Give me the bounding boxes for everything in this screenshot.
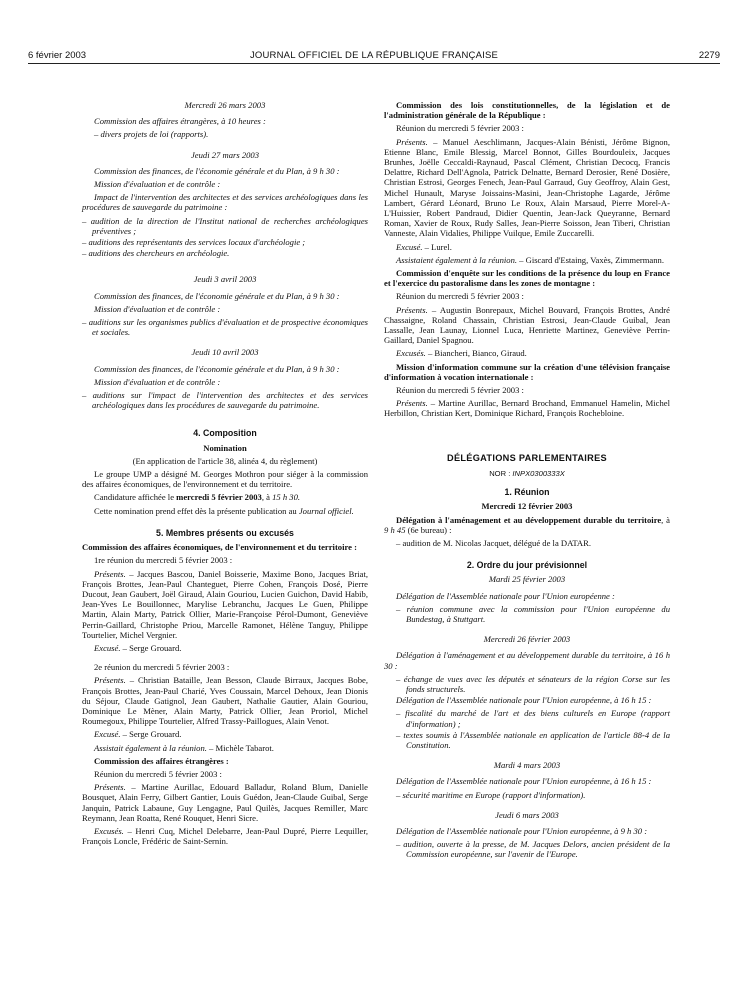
- excused-list: Excusés. – Henri Cuq, Michel Delebarre, Jean-Paul Dupré, Pierre Lequiller, François Loncle, Frédéric de Saint-Sernin.: [82, 825, 368, 847]
- nor-reference: NOR : INPX0300333X: [489, 468, 565, 478]
- nomination-text: Le groupe UMP a désigné M. Georges Mothron pour siéger à la commission des affaires économiques, de l'environnement et du territoire.: [82, 469, 368, 490]
- agenda-date: Mercredi 26 mars 2003: [184, 100, 266, 110]
- candidature-text: Candidature affichée le mercredi 5 février 2003, à 15 h 30.: [94, 492, 301, 503]
- agenda-body: Délégation de l'Assemblée nationale pour l'Union européenne, à 16 h 15 :: [396, 776, 652, 787]
- agenda-item: – audition de la direction de l'Institut national de recherches archéologiques préventives ;: [82, 215, 368, 236]
- agenda-date: Mercredi 26 février 2003: [483, 634, 571, 645]
- agenda-body: Délégation de l'Assemblée nationale pour l'Union européenne, à 9 h 30 :: [396, 825, 648, 836]
- meeting-line: 2e réunion du mercredi 5 février 2003 :: [94, 662, 230, 673]
- also-present-list: Assistait également à la réunion. – Michèle Tabarot.: [94, 742, 274, 753]
- delegations-heading: DÉLÉGATIONS PARLEMENTAIRES: [447, 452, 607, 463]
- agenda-body: Mission d'évaluation et de contrôle :: [94, 179, 221, 190]
- effect-text: Cette nomination prend effet dès la présente publication au Journal officiel.: [94, 505, 354, 516]
- delegation-line: Délégation à l'aménagement et au développement durable du territoire, à 9 h 45 (6e bureau) :: [384, 514, 670, 535]
- agenda-date: Jeudi 3 avril 2003: [193, 274, 257, 285]
- agenda-date: Mardi 25 février 2003: [488, 574, 566, 585]
- present-list: Présents. – Martine Aurillac, Edouard Balladur, Roland Blum, Danielle Bousquet, Alain Ferry, Gilbert Gantier, Louis Guédon, Jean-Claude Guibal, Serge Janquin, Patrick Labaune, Guy Lengagne, Paul Quilès, Jacques Remiller, Marc Reymann, Jean Roatta, René Rouquet, Henri Sicre.: [82, 782, 368, 823]
- present-list: Présents. – Jacques Bascou, Daniel Boisserie, Maxime Bono, Jacques Briat, François Brottes, Jean-Paul Chanteguet, Pierre Cohen, François Dosé, Pierre Ducout, Jean Gaubert, Joël Giraud, Alain Gouriou, Lucien Guichon, David Habib, Jean-Yves Le Bouillonnec, Marylise Lebranchu, Jacques Le Guen, Philippe Martin, Alain Marty, Patrick Ollier, Marie-Françoise Pérol-Dumont, Geneviève Perrin-Gaillard, Christophe Priou, Marcelle Ramonet, Hélène Tanguy, Philippe Tourtelier, Michel Vergnier.: [82, 568, 368, 640]
- meeting-date: Mercredi 12 février 2003: [481, 501, 573, 512]
- agenda-date: Jeudi 27 mars 2003: [190, 149, 260, 160]
- agenda-item: – auditions des chercheurs en archéologie.: [82, 248, 230, 259]
- agenda-body: Mission d'évaluation et de contrôle :: [94, 376, 221, 387]
- agenda-item: – échange de vues avec les députés et sénateurs de la région Corse sur les fonds structurels.: [396, 673, 670, 694]
- excused-list: Excusé. – Serge Grouard.: [94, 729, 182, 740]
- present-list: Présents. – Augustin Bonrepaux, Michel Bouvard, François Brottes, André Chassaigne, Roland Chassain, Christian Estrosi, Jean-Claude Guibal, Jean Lassalle, Jean Launay, Lionnel Luca, Henriette Martinez, Geneviève Perrin-Gaillard, Daniel Spagnou.: [384, 304, 670, 346]
- meeting-line: 1re réunion du mercredi 5 février 2003 :: [94, 555, 233, 566]
- agenda-date: Jeudi 6 mars 2003: [495, 809, 559, 820]
- header-date: 6 février 2003: [28, 50, 87, 61]
- organ-heading: Commission des lois constitutionnelles, de la législation et de l'administration générale de la République :: [384, 100, 670, 121]
- present-list: Présents. – Manuel Aeschlimann, Jacques-Alain Bénisti, Jérôme Bignon, Etienne Blanc, Emile Blessig, Marcel Bonnot, Gilles Bourdouleix, Jacques Brunhes, Joëlle Ceccaldi-Raynaud, Pascal Clément, Christian Decocq, Francis Delattre, Richard Dell'Agnola, Patrick Delnatte, Bernard Derosier, René Dosière, Christian Estrosi, Georges Fenech, Jean-Paul Garraud, Guy Geoffroy, Alain Gest, Michel Hunault, Maryse Joissains-Masini, Jean-Christophe Lagarde, Jérôme Lambert, Gérard Léonard, Bruno Le Roux, Alain Marsaud, Pierre Morel-A-L'Huissier, Robert Pandraud, Didier Quentin, Jean-Jack Queyranne, Bernard Roman, Xavier de Roux, Rudy Salles, Jean-Pierre Soisson, Jean Tiberi, Christian Vanneste, Alain Vidalies, Philippe Vuilque, Emile Zuccarelli.: [384, 136, 670, 239]
- agenda-item: – fiscalité du marché de l'art et des biens culturels en Europe (rapport d'information) ;: [396, 708, 670, 729]
- excused-list: Excusés. – Biancheri, Bianco, Giraud.: [396, 348, 527, 359]
- present-list: Présents. – Martine Aurillac, Bernard Brochand, Emmanuel Hamelin, Michel Herbillon, Christian Kert, Dominique Richard, François Rochebloine.: [384, 398, 670, 419]
- agenda-item: – auditions sur les organismes publics d'évaluation et de prospective économiques et sociales.: [82, 317, 368, 338]
- page-header: [28, 50, 720, 64]
- section-heading: 1. Réunion: [504, 487, 550, 498]
- organ-heading: Commission des affaires économiques, de l'environnement et du territoire :: [82, 542, 357, 553]
- subsection-heading: Nomination: [203, 442, 247, 453]
- agenda-date: Jeudi 10 avril 2003: [191, 347, 259, 358]
- meeting-line: Réunion du mercredi 5 février 2003 :: [396, 291, 524, 302]
- excused-list: Excusé. – Lurel.: [396, 241, 452, 252]
- agenda-body: – divers projets de loi (rapports).: [94, 129, 209, 140]
- meeting-line: Réunion du mercredi 5 février 2003 :: [94, 768, 222, 779]
- header-rule: [28, 63, 720, 64]
- agenda-item: – réunion commune avec la commission pour l'Union européenne du Bundestag, à Stuttgart.: [396, 603, 670, 624]
- agenda-item: – auditions des représentants des services locaux d'archéologie ;: [82, 237, 306, 248]
- left-column: [82, 100, 368, 849]
- section-heading: 4. Composition: [193, 428, 257, 439]
- header-page-number: 2279: [698, 50, 720, 61]
- agenda-item: – audition, ouverte à la presse, de M. Jacques Delors, ancien président de la Commission européenne, sur l'avenir de l'Europe.: [396, 839, 670, 860]
- agenda-item: – auditions sur l'impact de l'intervention des architectes et des services archéologiques dans les procédures de sauvegarde du patrimoine.: [82, 390, 368, 411]
- application-note: (En application de l'article 38, alinéa 4, du règlement): [132, 455, 318, 466]
- organ-heading: Commission d'enquête sur les conditions de la présence du loup en France et l'exercice du pastoralisme dans les zones de montagne :: [384, 268, 670, 289]
- agenda-body: Commission des finances, de l'économie générale et du Plan, à 9 h 30 :: [94, 165, 340, 176]
- agenda-body: Commission des affaires étrangères, à 10 heures :: [94, 116, 266, 127]
- organ-heading: Commission des affaires étrangères :: [94, 755, 229, 766]
- agenda-body: Mission d'évaluation et de contrôle :: [94, 303, 221, 314]
- agenda-item: – textes soumis à l'Assemblée nationale en application de l'article 88-4 de la Constitution.: [396, 729, 670, 750]
- agenda-body: Délégation à l'aménagement et au développement durable du territoire, à 16 h 30 :: [384, 650, 670, 671]
- section-heading: 5. Membres présents ou excusés: [156, 527, 294, 538]
- agenda-body: Commission des finances, de l'économie générale et du Plan, à 9 h 30 :: [94, 290, 340, 301]
- agenda-body: Délégation de l'Assemblée nationale pour l'Union européenne :: [396, 590, 615, 601]
- organ-heading: Mission d'information commune sur la création d'une télévision française d'information à vocation internationale :: [384, 361, 670, 382]
- agenda-date: Mardi 4 mars 2003: [493, 760, 561, 771]
- section-heading: 2. Ordre du jour prévisionnel: [466, 560, 588, 571]
- meeting-line: Réunion du mercredi 5 février 2003 :: [396, 123, 524, 134]
- agenda-item: – sécurité maritime en Europe (rapport d'information).: [396, 789, 586, 800]
- agenda-body: Délégation de l'Assemblée nationale pour l'Union européenne, à 16 h 15 :: [396, 695, 652, 706]
- agenda-body: Impact de l'intervention des architectes et des services archéologiques dans les procédures de sauvegarde du patrimoine :: [82, 192, 368, 213]
- agenda-item: – audition de M. Nicolas Jacquet, délégué de la DATAR.: [396, 537, 592, 548]
- also-present-list: Assistaient également à la réunion. – Giscard d'Estaing, Vaxès, Zimmermann.: [396, 254, 664, 265]
- meeting-line: Réunion du mercredi 5 février 2003 :: [396, 385, 524, 396]
- present-list: Présents. – Christian Bataille, Jean Besson, Claude Birraux, Jacques Bobe, François Brottes, Jean-Paul Charié, Yves Coussain, Marcel Dehoux, Jean Dionis du Séjour, Claude Gatignol, Jean Gaubert, Nathalie Gautier, Alain Gouriou, Dominique Le Mèner, Alain Marty, Patrick Ollier, Jean Proriol, Michel Roumegoux, Philippe Tourtelier, Alfred Trassy-Paillogues, Alain Venot.: [82, 675, 368, 727]
- excused-list: Excusé. – Serge Grouard.: [94, 642, 182, 653]
- header-journal-title: JOURNAL OFFICIEL DE LA RÉPUBLIQUE FRANÇAISE: [249, 50, 499, 61]
- right-column: [384, 100, 670, 861]
- agenda-body: Commission des finances, de l'économie générale et du Plan, à 9 h 30 :: [94, 363, 340, 374]
